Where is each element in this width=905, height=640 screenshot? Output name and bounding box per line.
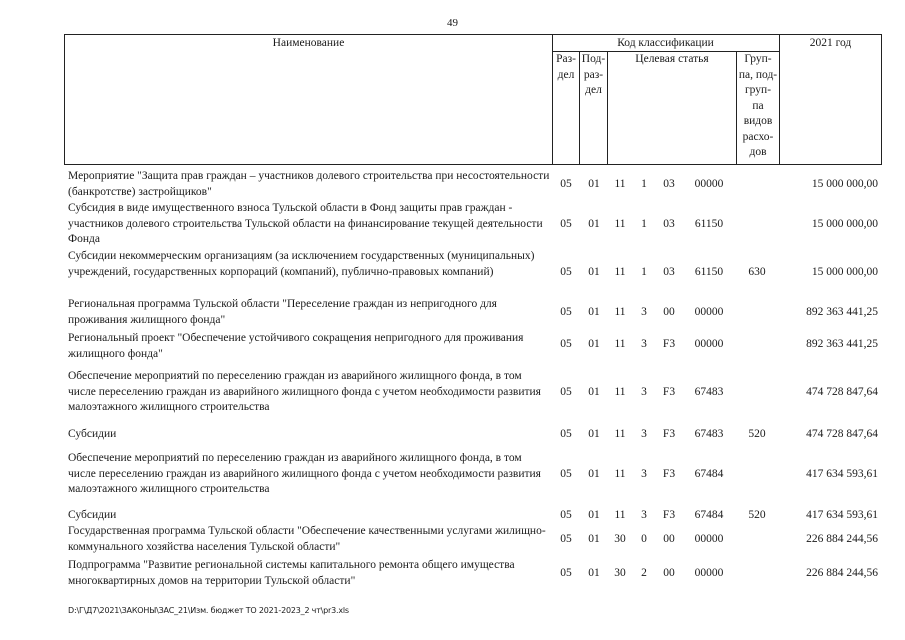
cell-razdel: 05 [560,468,572,480]
cell-event: 00 [663,533,675,545]
cell-direction: 67484 [694,468,724,480]
cell-direction: 67483 [694,386,724,398]
cell-razdel: 05 [560,386,572,398]
cell-event: 00 [663,567,675,579]
cell-direction: 00000 [694,567,724,579]
cell-subprogram: 1 [641,178,647,190]
cell-razdel: 05 [560,306,572,318]
header-podrazdel: Под- раз- дел [581,53,606,96]
cell-razdel: 05 [560,533,572,545]
cell-direction: 67483 [694,428,724,440]
cell-program: 30 [614,567,626,579]
row-name: Субсидии [68,428,117,440]
row-name: Подпрограмма "Развитие региональной системы капитального ремонта общего имущества многоквартирных домов на территории Тульской области" [68,559,515,587]
cell-razdel: 05 [560,338,572,350]
row-name: Мероприятие "Защита прав граждан – участников долевого строительства при несостоятельности (банкротстве) застройщиков" [68,170,550,198]
cell-group: 520 [748,428,766,440]
cell-subprogram: 2 [641,567,647,579]
cell-subprogram: 3 [641,306,647,318]
cell-subprogram: 3 [641,509,647,521]
cell-podrazdel: 01 [588,306,600,318]
row-name: Региональный проект "Обеспечение устойчивого сокращения непригодного для проживания жилищного фонда" [68,332,524,360]
cell-subprogram: 3 [641,338,647,350]
cell-direction: 00000 [694,306,724,318]
cell-direction: 61150 [694,266,724,278]
cell-direction: 00000 [694,178,724,190]
cell-razdel: 05 [560,266,572,278]
cell-subprogram: 3 [641,428,647,440]
cell-group: 520 [748,509,766,521]
cell-razdel: 05 [560,178,572,190]
cell-program: 11 [614,306,626,318]
cell-event: F3 [662,509,676,521]
cell-podrazdel: 01 [588,178,600,190]
cell-program: 11 [614,338,626,350]
cell-direction: 67484 [694,509,724,521]
cell-event: F3 [662,338,676,350]
cell-event: 03 [663,218,675,230]
cell-subprogram: 1 [641,218,647,230]
row-name: Государственная программа Тульской области "Обеспечение качественными услугами жилищно-коммунального хозяйства населения Тульской области" [68,525,546,553]
row-name: Субсидии [68,509,117,521]
header-target: Целевая статья [635,53,709,65]
cell-direction: 61150 [694,218,724,230]
cell-razdel: 05 [560,567,572,579]
cell-program: 11 [614,218,626,230]
cell-program: 11 [614,509,626,521]
cell-amount: 417 634 593,61 [806,509,878,521]
cell-razdel: 05 [560,218,572,230]
row-name: Региональная программа Тульской области "Переселение граждан из непригодного для проживания жилищного фонда" [68,298,497,326]
cell-podrazdel: 01 [588,533,600,545]
cell-podrazdel: 01 [588,266,600,278]
cell-program: 11 [614,178,626,190]
cell-event: F3 [662,468,676,480]
cell-subprogram: 3 [641,386,647,398]
cell-subprogram: 3 [641,468,647,480]
cell-podrazdel: 01 [588,509,600,521]
cell-event: 03 [663,266,675,278]
cell-amount: 226 884 244,56 [806,567,878,579]
cell-program: 11 [614,428,626,440]
cell-subprogram: 0 [641,533,647,545]
header-classification: Код классификации [617,37,714,49]
cell-podrazdel: 01 [588,338,600,350]
header-year: 2021 год [809,37,852,49]
cell-direction: 00000 [694,338,724,350]
header-name: Наименование [272,37,345,49]
cell-amount: 892 363 441,25 [806,338,878,350]
cell-amount: 15 000 000,00 [811,218,878,230]
row-name: Обеспечение мероприятий по переселению граждан из аварийного жилищного фонда, в том числе переселению граждан из аварийного жилищного фонда с учетом необходимости развития малоэтажного жилищного строительства [68,452,541,495]
cell-podrazdel: 01 [588,468,600,480]
cell-amount: 474 728 847,64 [806,428,878,440]
cell-amount: 226 884 244,56 [806,533,878,545]
cell-amount: 15 000 000,00 [811,178,878,190]
cell-amount: 892 363 441,25 [806,306,878,318]
row-name: Субсидии некоммерческим организациям (за исключением государственных (муниципальных) учреждений, государственных корпораций (компаний), публично-правовых компаний) [68,250,535,278]
cell-program: 11 [614,468,626,480]
cell-podrazdel: 01 [588,218,600,230]
cell-event: F3 [662,428,676,440]
cell-podrazdel: 01 [588,567,600,579]
cell-amount: 15 000 000,00 [811,266,878,278]
file-path-footer: D:\Г\Д7\2021\ЗАКОНЫ\ЗАС_21\Изм. бюджет ТО 2021-2023_2 чт\pr3.xls [68,606,349,615]
cell-amount: 417 634 593,61 [806,468,878,480]
cell-event: 03 [663,178,675,190]
cell-event: F3 [662,386,676,398]
row-name: Субсидия в виде имущественного взноса Тульской области в Фонд защиты прав граждан - участников долевого строительства Тульской области на финансирование текущей деятельности Фонда [68,202,543,245]
cell-amount: 474 728 847,64 [806,386,878,398]
cell-direction: 00000 [694,533,724,545]
cell-subprogram: 1 [641,266,647,278]
cell-program: 11 [614,386,626,398]
row-name: Обеспечение мероприятий по переселению граждан из аварийного жилищного фонда, в том числе переселению граждан из аварийного жилищного фонда с учетом необходимости развития малоэтажного жилищного строительства [68,370,541,413]
header-group: Груп- па, под- груп- па видов расхо- дов [738,53,778,158]
cell-event: 00 [663,306,675,318]
page-number: 49 [447,17,458,29]
cell-program: 30 [614,533,626,545]
cell-razdel: 05 [560,509,572,521]
cell-program: 11 [614,266,626,278]
header-razdel: Раз- дел [556,53,576,81]
cell-podrazdel: 01 [588,386,600,398]
cell-podrazdel: 01 [588,428,600,440]
cell-group: 630 [748,266,766,278]
cell-razdel: 05 [560,428,572,440]
